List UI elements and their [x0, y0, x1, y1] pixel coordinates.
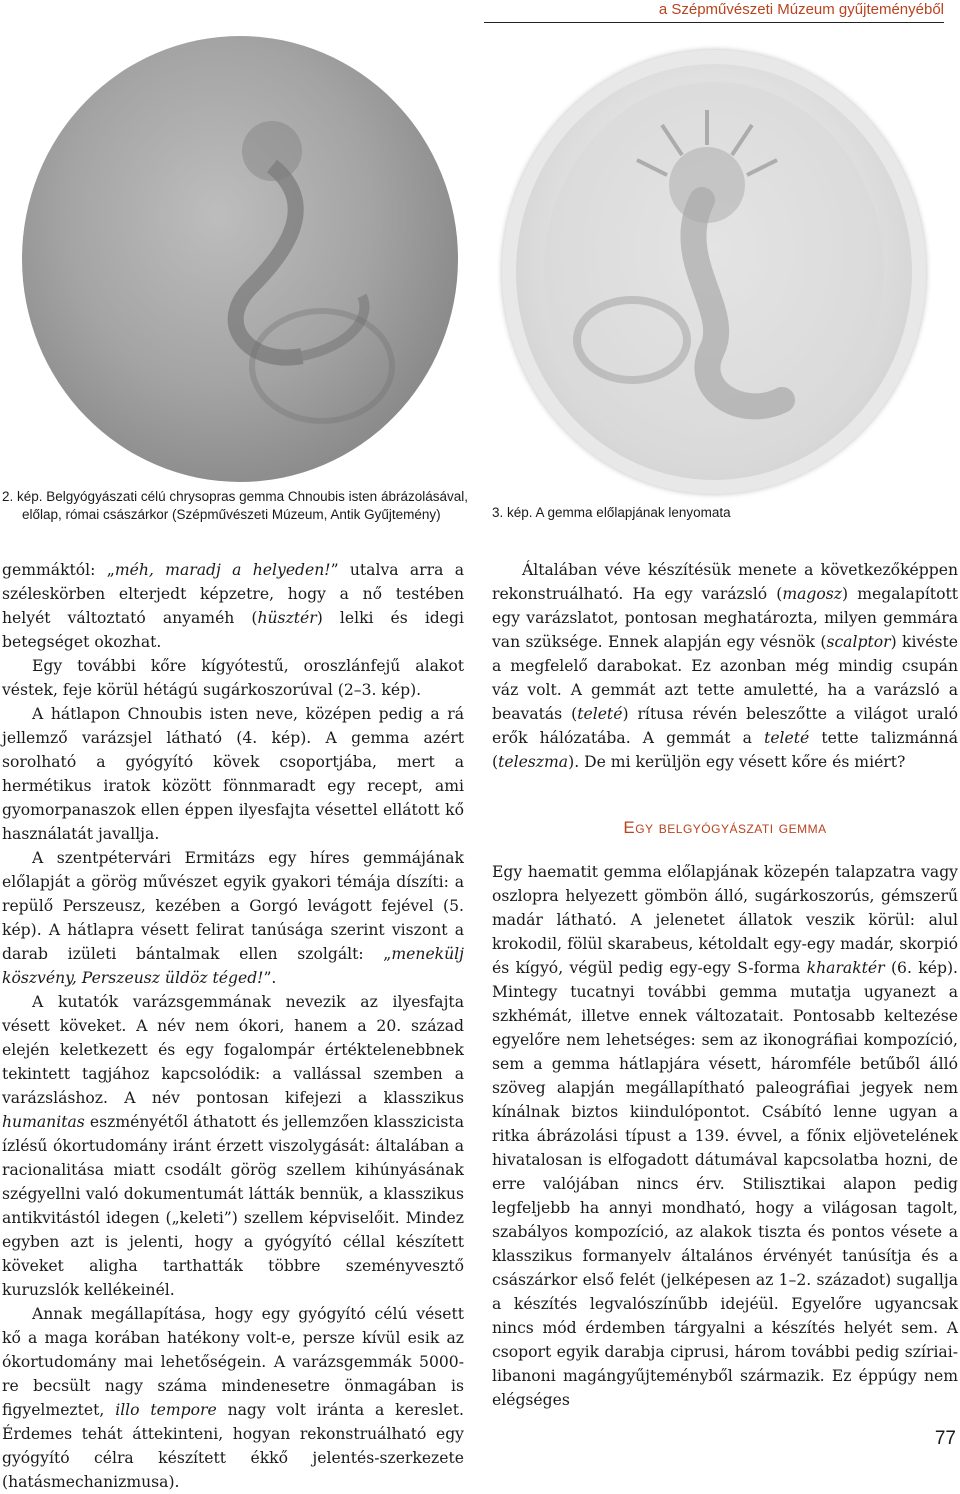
- paragraph-6: Annak megállapítása, hogy egy gyógyító célú vésett kő a maga korában hatékony volt-e, persze kívül esik az ókortudomány mai lehetőségein. A varázsgemmák 5000-re becsült nagy száma mindenesetre önmagában is figyelmeztet, illo tempore nagy volt iránta a kereslet. Érdemes tehát áttekinteni, hogyan rekonstruálható egy gyógyító célra készített ékkő jelentés-szerkezete (hatásmechanizmusa).: [2, 1305, 464, 1491]
- caption-line-2: előlap, római császárkor (Szépművészeti Múzeum, Antik Gyűjtemény): [22, 507, 441, 522]
- caption-figure-3: 3. kép. A gemma előlapjának lenyomata: [492, 505, 731, 520]
- paragraph-8: Egy haematit gemma előlapjának közepén talapzatra vagy oszlopra helyezett gömbön álló, sugárkoszorús, gémszerű madár látható. A jelenetet állatok veszik körül: alul krokodil, fölül skarabeus, kétoldalt egy-egy madár, skorpió és kígyó, végül pedig egy-egy S-forma kharaktér (6. kép). Mintegy tucatnyi további gemma mutatja ugyanezt a szkhémát, illetve ennek változatait. Pontosabb keltezése egyelőre nem lehetséges: sem az ikonográfiai kompozíció, sem a gemma hátlapjára vésett, háromféle betűből álló szöveg alapján megállapítható paleográfiai jegyek nem kínálnak biztos kiindulópontot. Csábító lenne ugyan a ritka ábrázolási típust a 139. évvel, a főnix eljövetelének hivatalosan is elfogadott dátumával kapcsolatba hozni, de erre valójában nincs érv. Stilisztikai alapon pedig legfeljebb ha annyi mondható, hogy a világosan tagolt, szabályos kompozíció, az alakok tiszta és pontos vésete a klasszikus formanyelv általános érvényét tanúsítja és a császárkor első felét (jelképesen az 1–2. századot) sugallja a készítés legvalószínűbb idejéül. Egyelőre ugyancsak nincs mód érdemben tárgyalni a készítés helyét sem. A csoport egyik darabja ciprusi, három további pedig szíriai-libanoni magángyűjteményből származik. Ez éppúgy nem elégséges: [492, 863, 958, 1409]
- gem-impression-photo: [502, 50, 926, 494]
- chnoubis-impression-illustration: [502, 50, 926, 494]
- running-head: a Szépművészeti Múzeum gyűjteményéből: [484, 0, 944, 23]
- paragraph-7: Általában véve készítésük menete a következőképpen rekonstruálható. Ha egy varázsló (magosz) megalapított egy varázslatot, pontosan meghatározta, milyen gemmára van szüksége. Ennek alapján egy vésnök (scalptor) kivéste a megfelelő darabokat. Ez azonban még mindig csupán váz volt. A gemmát azt tette amuletté, ha a varázsló a beavatás (teleté) rítusa révén beleszőtte a világot uraló erők hálózatába. A gemmát a teleté tette talizmánná (teleszma). De mi kerüljön egy vésett kőre és miért?: [492, 561, 958, 771]
- caption-figure-2: [2, 488, 472, 524]
- gem-photo-chrysoprase: [22, 36, 458, 482]
- paragraph-2: Egy további kőre kígyótestű, oroszlánfejű alakot véstek, feje körül hétágú sugárkoszorúval (2–3. kép).: [2, 657, 464, 699]
- text-column-right: [492, 558, 958, 1412]
- page-number: 77: [934, 1428, 956, 1449]
- figure-gem-front: [22, 36, 458, 482]
- section-heading: Egy belgyógyászati gemma: [623, 818, 827, 837]
- paragraph-1: gemmáktól: „méh, maradj a helyeden!” utalva arra a széleskörben elterjedt képzetre, hogy a nő testében helyét változtató anyaméh (hüsztér) lelki és idegi betegséget okozhat.: [2, 561, 465, 651]
- text-column-left: [2, 558, 464, 1494]
- paragraph-4: A szentpétervári Ermitázs egy híres gemmájának előlapját a görög művészet egyik gyakori témája díszíti: a repülő Perszeusz, kezében a Gorgó levágott fejével (5. kép). A hátlapra vésett felirat tanúsága szerint viszont a darab izületi bántalmak ellen szolgált: „menekülj köszvény, Perszeusz üldöz téged!”.: [2, 849, 464, 987]
- chnoubis-engraving-illustration: [22, 36, 458, 482]
- figure-gem-impression: [488, 36, 940, 502]
- paragraph-5: A kutatók varázsgemmának nevezik az ilyesfajta vésett köveket. A név nem ókori, hanem a 20. század elején keletkezett és egy fogalompár értéktelenebbnek tekintett tagjához kapcsolódik: a vallással szemben a varázsláshoz. A név pontosan kifejezi a klasszikus humanitas eszményétől áthatott és jellemzően klasszicista ízlésű ókortudomány iránt érzett viszolygását: általában a racionalitása miatt csodált görög szellem kihúnyásának szégyellni való dokumentumát látták bennük, a klasszikus antikvitástól idegen („keleti”) szellem képviselőit. Mindez egyben azt is jelenti, hogy a gyógyító céllal készített köveket aligha tarthatták többre szeményvesztő kuruzslók kellékeinél.: [2, 993, 464, 1299]
- paragraph-3: A hátlapon Chnoubis isten neve, középen pedig a rá jellemző varázsjel látható (4. kép). A gemma azért sorolható a gyógyító kövek csoportjába, mert a hermétikus iratok között fönnmaradt egy recept, ami gyomorpanaszok ellen éppen ilyesfajta vésettel ellátott kő használatát javallja.: [2, 705, 464, 843]
- caption-line-1: 2. kép. Belgyógyászati célú chrysopras gemma Chnoubis isten ábrázolásával,: [2, 489, 468, 504]
